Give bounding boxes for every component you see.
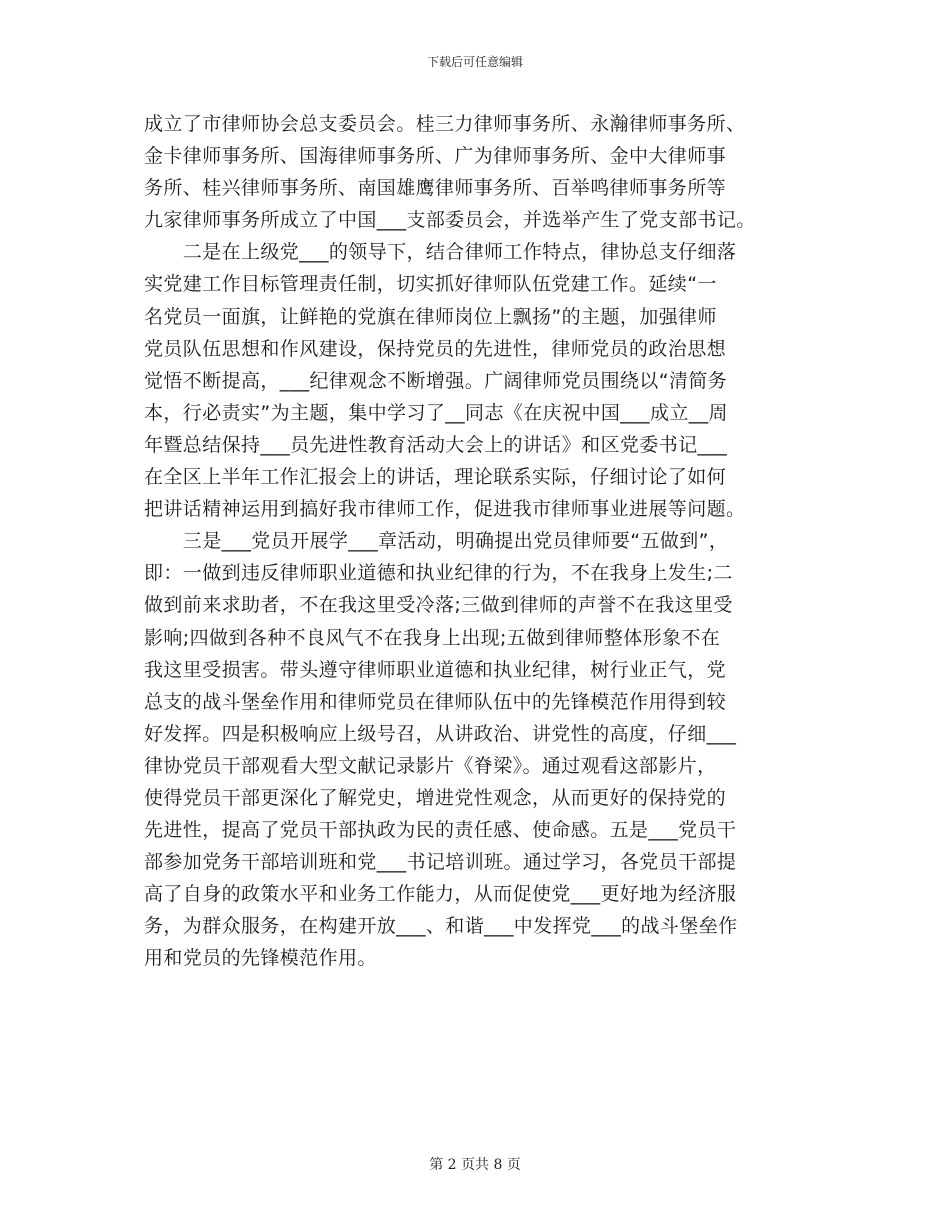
text-line: 年暨总结保持___员先进性教育活动大会上的讲话》和区党委书记___ [144,433,728,456]
page-header: 下载后可任意编辑 [426,55,523,69]
text-line: 党员队伍思想和作风建设，保持党员的先进性，律师党员的政治思想 [144,337,727,360]
text-line: 影响;四做到各种不良风气不在我身上出现;五做到律师整体形象不在 [144,626,721,649]
text-line: 先进性，提高了党员干部执政为民的责任感、使命感。五是___党员干 [144,819,737,842]
text-line: 二是在上级党___的领导下，结合律师工作特点，律协总支仔细落 [144,241,737,264]
text-line: 在全区上半年工作汇报会上的讲话，理论联系实际，仔细讨论了如何 [144,466,727,489]
page-footer: 第 2 页共 8 页 [429,1157,521,1173]
text-line: 把讲话精神运用到搞好我市律师工作，促进我市律师事业进展等问题。 [144,498,746,521]
text-line: 用和党员的先锋模范作用。 [144,947,377,970]
text-line: 金卡律师事务所、国海律师事务所、广为律师事务所、金中大律师事 [144,145,727,168]
text-line: 三是___党员开展学___章活动，明确提出党员律师要“五做到”， [144,530,729,553]
text-line: 部参加党务干部培训班和党___书记培训班。通过学习，各党员干部提 [144,851,737,874]
text-line: 成立了市律师协会总支委员会。桂三力律师事务所、永瀚律师事务所、 [144,113,746,135]
text-line: 高了自身的政策水平和业务工作能力，从而促使党___更好地为经济服 [144,883,737,906]
text-line: 即：一做到违反律师职业道德和执业纪律的行为，不在我身上发生;二 [144,562,733,585]
text-line: 名党员一面旗，让鲜艳的党旗在律师岗位上飘扬”的主题，加强律师 [144,305,717,328]
text-line: 务，为群众服务，在构建开放___、和谐___中发挥党___的战斗堡垒作 [144,915,738,938]
text-line: 九家律师事务所成立了中国___支部委员会，并选举产生了党支部书记。 [144,209,756,232]
text-line: 实党建工作目标管理责任制，切实抓好律师队伍党建工作。延续“一 [144,273,717,296]
text-line: 律协党员干部观看大型文献记录影片《脊梁》。通过观看这部影片， [144,754,717,777]
text-line: 务所、桂兴律师事务所、南国雄鹰律师事务所、百举鸣律师事务所等 [144,177,727,200]
text-line: 使得党员干部更深化了解党史，增进党性观念，从而更好的保持党的 [144,786,727,809]
text-line: 好发挥。四是积极响应上级号召，从讲政治、讲党性的高度，仔细___ [144,722,737,745]
text-line: 总支的战斗堡垒作用和律师党员在律师队伍中的先锋模范作用得到较 [144,690,727,713]
text-line: 做到前来求助者，不在我这里受冷落;三做到律师的声誉不在我这里受 [144,594,733,617]
text-line: 觉悟不断提高，___纪律观念不断增强。广阔律师党员围绕以“清简务 [144,369,728,392]
text-line: 本，行必责实”为主题，集中学习了__同志《在庆祝中国___成立__周 [144,401,728,424]
text-line: 我这里受损害。带头遵守律师职业道德和执业纪律，树行业正气，党 [144,658,727,681]
document-body [144,108,820,975]
